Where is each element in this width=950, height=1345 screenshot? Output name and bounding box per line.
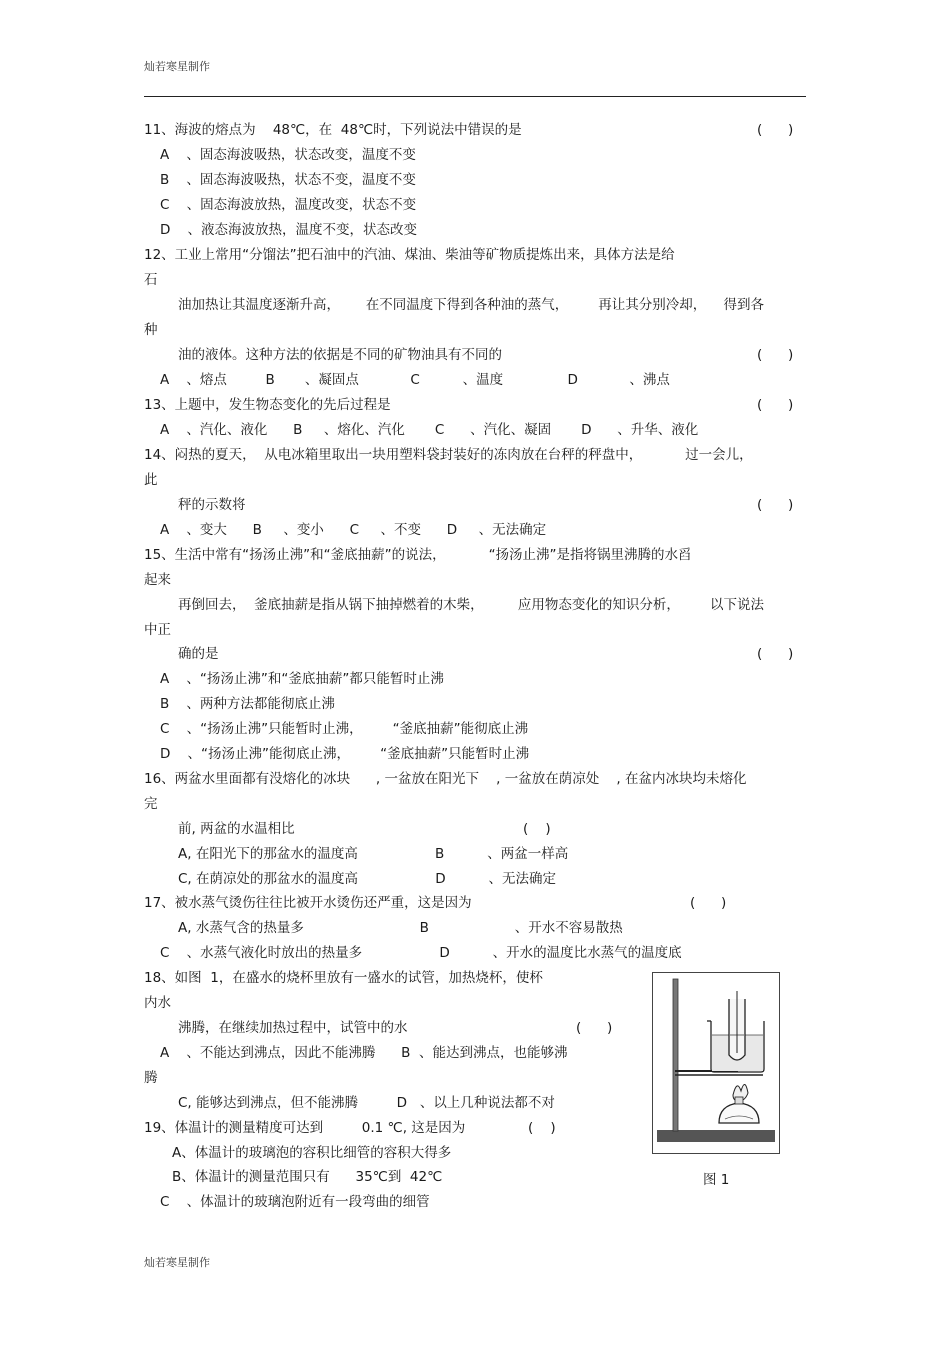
answer-parentheses: ( ) [757,646,794,662]
text-line: B 、两种方法都能彻底止沸 [160,696,335,712]
text-line: A 、熔点 B 、凝固点 C 、温度 D 、沸点 [160,372,670,388]
text-line: 确的是 [178,646,219,662]
answer-parentheses: ( ) [757,397,794,413]
text-line: C 、体温计的玻璃泡附近有一段弯曲的细管 [160,1194,430,1210]
text-line: 油加热让其温度逐渐升高， 在不同温度下得到各种油的蒸气， 再让其分别冷却， 得到各 [178,297,764,313]
text-line: B 、固态海波吸热，状态不变，温度不变 [160,172,416,188]
text-line: 12、工业上常用“分馏法”把石油中的汽油、煤油、柴油等矿物质提炼出来，具体方法是给 [144,247,675,263]
text-line: D 、“扬汤止沸”能彻底止沸， “釜底抽薪”只能暂时止沸 [160,746,530,762]
text-line: A 、汽化、液化 B 、熔化、汽化 C 、汽化、凝固 D 、升华、液化 [160,422,699,438]
page-header: 灿若寒星制作 [144,60,210,73]
answer-parentheses: ( ) [523,821,551,837]
text-line: 再倒回去， 釜底抽薪是指从锅下抽掉燃着的木柴， 应用物态变化的知识分析， 以下说法 [178,597,764,613]
text-line: 种 [144,322,158,338]
figure-caption: 图 1 [703,1172,730,1188]
header-divider [144,96,806,97]
answer-parentheses: ( ) [528,1120,556,1136]
text-line: 此 [144,472,158,488]
text-line: C, 在荫凉处的那盆水的温度高 D 、无法确定 [178,871,557,887]
stand-rod [673,979,678,1131]
text-line: A 、固态海波吸热，状态改变，温度不变 [160,147,416,163]
text-line: 前, 两盆的水温相比 [178,821,295,837]
stand-base [657,1130,775,1142]
text-line: A 、“扬汤止沸”和“釜底抽薪”都只能暂时止沸 [160,671,444,687]
text-line: C 、水蒸气液化时放出的热量多 D 、开水的温度比水蒸气的温度底 [160,945,682,961]
text-line: D 、液态海波放热，温度不变，状态改变 [160,222,418,238]
text-line: 沸腾，在继续加热过程中，试管中的水 [178,1020,408,1036]
text-line: 油的液体。这种方法的依据是不同的矿物油具有不同的 [178,347,502,363]
text-line: 起来 [144,572,171,588]
text-line: A 、变大 B 、变小 C 、不变 D 、无法确定 [160,522,547,538]
text-line: 完 [144,796,158,812]
alcohol-lamp [719,1103,759,1123]
boiling-apparatus-drawing [653,973,779,1153]
text-line: 15、生活中常有“扬汤止沸”和“釜底抽薪”的说法， “扬汤止沸”是指将锅里沸腾的水舀 [144,547,692,563]
text-line: C 、固态海波放热，温度改变，状态不变 [160,197,417,213]
text-line: 18、如图 1，在盛水的烧杯里放有一盛水的试管，加热烧杯，使杯 [144,970,543,986]
text-line: 19、体温计的测量精度可达到 0.1 ℃, 这是因为 [144,1120,466,1136]
text-line: 16、两盆水里面都有没熔化的冰块 , 一盆放在阳光下 , 一盆放在荫凉处 , 在盆内冰块均未熔化 [144,771,747,787]
figure-1-apparatus [652,972,780,1154]
text-line: 内水 [144,995,171,1011]
text-line: A、体温计的玻璃泡的容积比细管的容积大得多 [172,1145,452,1161]
answer-parentheses: ( ) [690,895,727,911]
answer-parentheses: ( ) [757,122,794,138]
text-line: 石 [144,272,158,288]
answer-parentheses: ( ) [757,497,794,513]
answer-parentheses: ( ) [757,347,794,363]
text-line: A, 水蒸气含的热量多 B 、开水不容易散热 [178,920,623,936]
text-line: A 、不能达到沸点，因此不能沸腾 B 、能达到沸点，也能够沸 [160,1045,568,1061]
text-line: 中正 [144,622,171,638]
text-line: 秤的示数将 [178,497,246,513]
text-line: 13、上题中，发生物态变化的先后过程是 [144,397,391,413]
text-line: 14、闷热的夏天， 从电冰箱里取出一块用塑料袋封装好的冻肉放在台秤的秤盘中， 过一会儿， [144,447,753,463]
page-footer: 灿若寒星制作 [144,1256,210,1269]
text-line: A, 在阳光下的那盆水的温度高 B 、两盆一样高 [178,846,569,862]
text-line: 腾 [144,1070,158,1086]
text-line: C 、“扬汤止沸”只能暂时止沸， “釜底抽薪”能彻底止沸 [160,721,529,737]
text-line: B、体温计的测量范围只有 35℃到 42℃ [172,1169,443,1185]
answer-parentheses: ( ) [576,1020,613,1036]
text-line: 11、海波的熔点为 48℃，在 48℃时，下列说法中错误的是 [144,122,522,138]
text-line: 17、被水蒸气烫伤往往比被开水烫伤还严重，这是因为 [144,895,472,911]
text-line: C, 能够达到沸点，但不能沸腾 D 、以上几种说法都不对 [178,1095,555,1111]
